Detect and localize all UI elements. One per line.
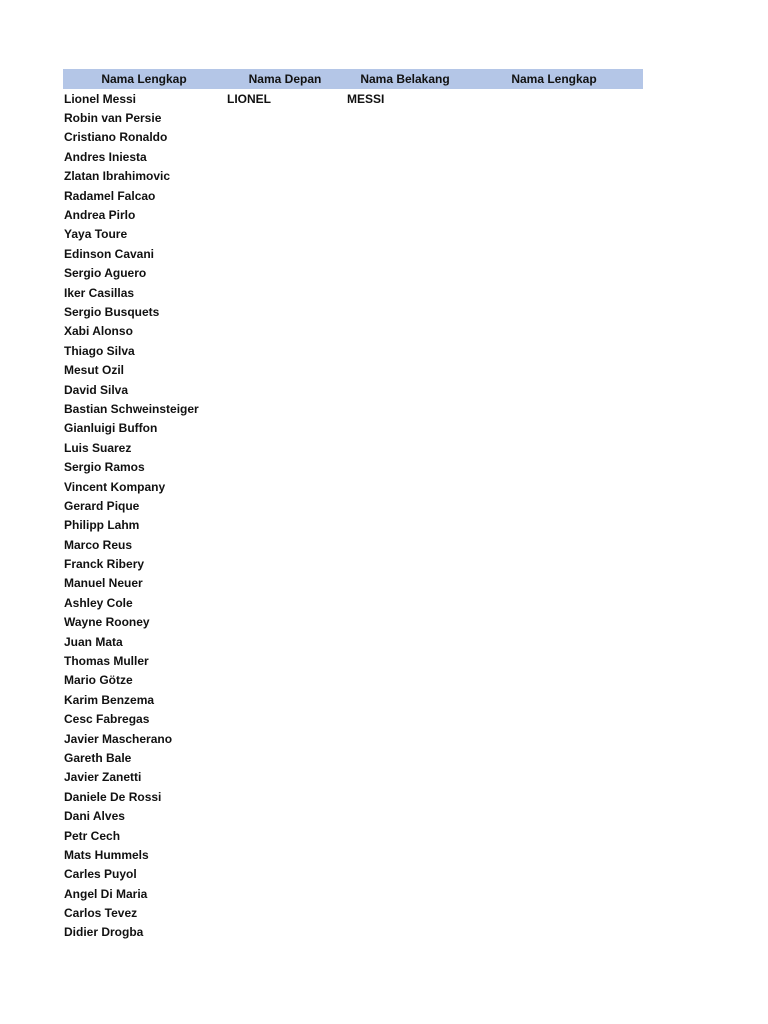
cell-full-name[interactable]: Mats Hummels: [64, 847, 149, 862]
table-row: [63, 690, 643, 709]
header-full-name[interactable]: Nama Lengkap: [101, 72, 187, 86]
table-row: [63, 380, 643, 399]
table-row: [63, 283, 643, 302]
cell-full-name[interactable]: Cesc Fabregas: [64, 712, 150, 727]
table-row: [63, 186, 643, 205]
cell-full-name[interactable]: Karim Benzema: [64, 692, 155, 707]
cell-full-name[interactable]: Thiago Silva: [64, 343, 135, 358]
header-last-name[interactable]: Nama Belakang: [360, 72, 450, 86]
table-row: [63, 89, 643, 108]
cell-full-name[interactable]: Edinson Cavani: [64, 246, 155, 261]
cell-full-name[interactable]: Javier Zanetti: [64, 770, 142, 785]
table-row: [63, 729, 643, 748]
cell-full-name[interactable]: Marco Reus: [64, 537, 133, 552]
cell-full-name[interactable]: Sergio Aguero: [64, 266, 147, 281]
cell-full-name[interactable]: Manuel Neuer: [64, 576, 143, 591]
table-row: [63, 167, 643, 186]
table-row: [63, 632, 643, 651]
table-row: [63, 147, 643, 166]
cell-full-name[interactable]: Gerard Pique: [64, 498, 140, 513]
table-row: [63, 865, 643, 884]
table-row: [63, 845, 643, 864]
cell-first-name[interactable]: LIONEL: [227, 91, 271, 106]
cell-full-name[interactable]: Philipp Lahm: [64, 518, 140, 533]
cell-full-name[interactable]: Mesut Ozil: [64, 363, 125, 378]
table-row: [63, 884, 643, 903]
table-row: [63, 264, 643, 283]
table-row: [63, 710, 643, 729]
cell-full-name[interactable]: Sergio Busquets: [64, 304, 160, 319]
table-row: [63, 360, 643, 379]
cell-full-name[interactable]: Gianluigi Buffon: [64, 421, 158, 436]
cell-full-name[interactable]: Bastian Schweinsteiger: [64, 401, 199, 416]
cell-full-name[interactable]: Wayne Rooney: [64, 615, 150, 630]
cell-full-name[interactable]: Franck Ribery: [64, 557, 145, 572]
table-row: [63, 923, 643, 942]
table-row: [63, 399, 643, 418]
table-row: [63, 341, 643, 360]
table-row: [63, 787, 643, 806]
table-row: [63, 554, 643, 573]
header-first-name[interactable]: Nama Depan: [248, 72, 322, 86]
table-row: [63, 322, 643, 341]
cell-full-name[interactable]: Petr Cech: [64, 828, 121, 843]
table-row: [63, 535, 643, 554]
table-body: [63, 89, 643, 942]
table-row: [63, 516, 643, 535]
table-row: [63, 302, 643, 321]
table-row: [63, 477, 643, 496]
table-row: [63, 768, 643, 787]
cell-full-name[interactable]: Vincent Kompany: [64, 479, 166, 494]
table-row: [63, 438, 643, 457]
cell-full-name[interactable]: Robin van Persie: [64, 111, 162, 126]
table-row: [63, 457, 643, 476]
spreadsheet: [63, 69, 643, 942]
table-row: [63, 613, 643, 632]
header-row: [63, 69, 643, 89]
cell-full-name[interactable]: Yaya Toure: [64, 227, 128, 242]
cell-full-name[interactable]: Javier Mascherano: [64, 731, 173, 746]
cell-full-name[interactable]: Andrea Pirlo: [64, 208, 136, 223]
table-row: [63, 593, 643, 612]
table-row: [63, 574, 643, 593]
cell-full-name[interactable]: Carles Puyol: [64, 867, 137, 882]
cell-last-name[interactable]: MESSI: [347, 91, 385, 106]
table-row: [63, 748, 643, 767]
table-row: [63, 225, 643, 244]
cell-full-name[interactable]: Didier Drogba: [64, 925, 144, 940]
table-row: [63, 651, 643, 670]
table-row: [63, 671, 643, 690]
cell-full-name[interactable]: Sergio Ramos: [64, 460, 145, 475]
cell-full-name[interactable]: David Silva: [64, 382, 129, 397]
cell-full-name[interactable]: Radamel Falcao: [64, 188, 156, 203]
table-row: [63, 806, 643, 825]
cell-full-name[interactable]: Andres Iniesta: [64, 149, 147, 164]
cell-full-name[interactable]: Angel Di Maria: [64, 886, 148, 901]
table-row: [63, 419, 643, 438]
cell-full-name[interactable]: Ashley Cole: [64, 595, 133, 610]
table-row: [63, 128, 643, 147]
cell-full-name[interactable]: Gareth Bale: [64, 750, 132, 765]
cell-full-name[interactable]: Luis Suarez: [64, 440, 132, 455]
cell-full-name[interactable]: Carlos Tevez: [64, 906, 138, 921]
table-row: [63, 108, 643, 127]
cell-full-name[interactable]: Dani Alves: [64, 809, 125, 824]
cell-full-name[interactable]: Zlatan Ibrahimovic: [64, 169, 171, 184]
cell-full-name[interactable]: Lionel Messi: [64, 91, 137, 106]
cell-full-name[interactable]: Juan Mata: [64, 634, 123, 649]
table-row: [63, 205, 643, 224]
table-row: [63, 903, 643, 922]
table-row: [63, 496, 643, 515]
cell-full-name[interactable]: Cristiano Ronaldo: [64, 130, 168, 145]
header-full-name-2[interactable]: Nama Lengkap: [511, 72, 597, 86]
table-row: [63, 826, 643, 845]
cell-full-name[interactable]: Daniele De Rossi: [64, 789, 162, 804]
cell-full-name[interactable]: Thomas Muller: [64, 654, 149, 669]
cell-full-name[interactable]: Mario Götze: [64, 673, 133, 688]
cell-full-name[interactable]: Xabi Alonso: [64, 324, 133, 339]
table-row: [63, 244, 643, 263]
cell-full-name[interactable]: Iker Casillas: [64, 285, 135, 300]
